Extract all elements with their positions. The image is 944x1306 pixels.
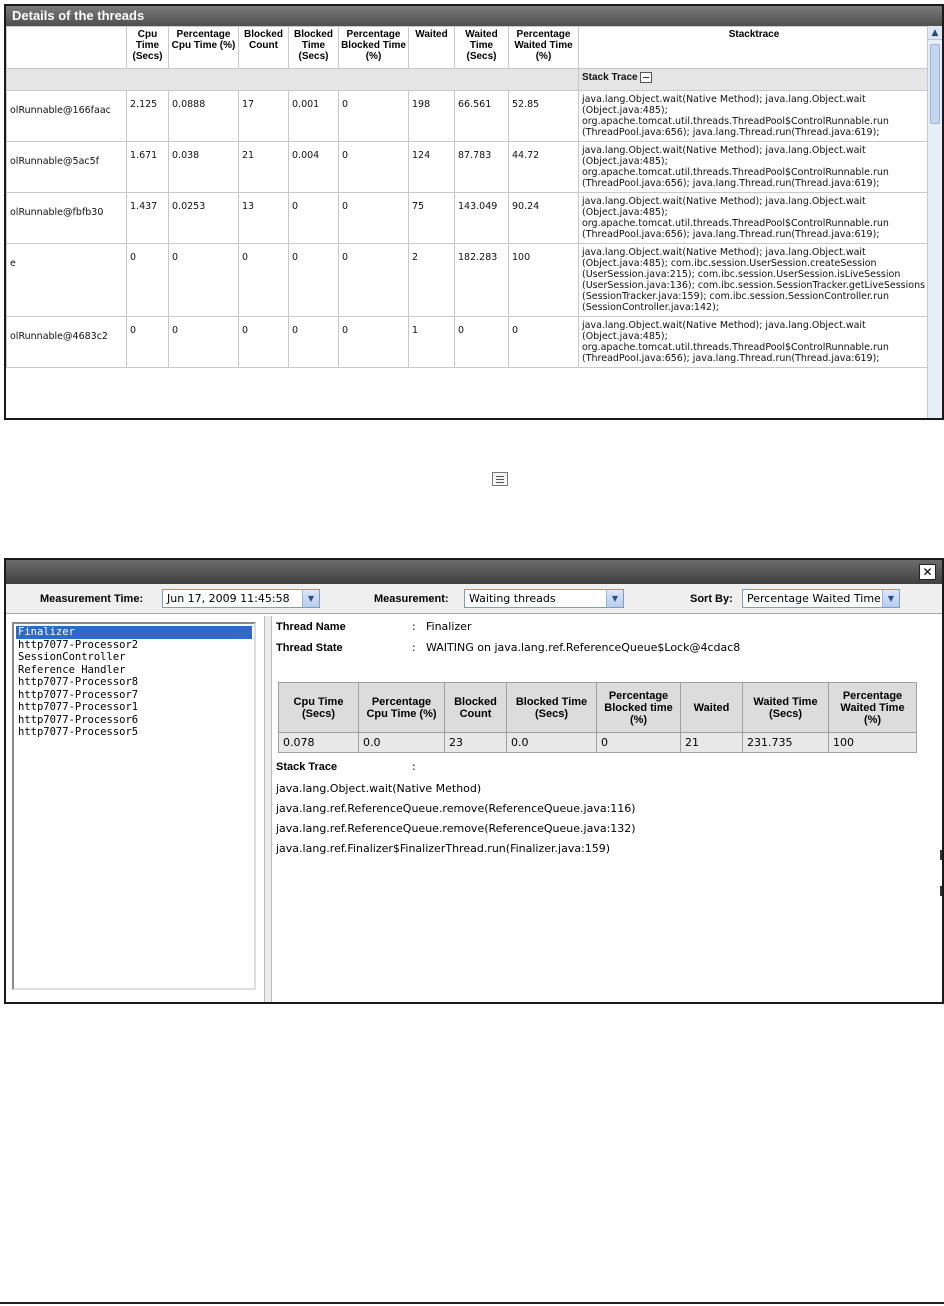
list-item[interactable]: http7077-Processor2 [18, 638, 139, 651]
list-item[interactable]: SessionController [18, 651, 126, 663]
pct-waited-cell: 0 [509, 317, 579, 368]
waited-time-cell: 66.561 [455, 91, 509, 142]
stack-trace-label: Stack Trace [582, 72, 638, 83]
edge-mark [940, 850, 942, 860]
stats-header: Blocked Time (Secs) [507, 683, 597, 733]
thread-listbox[interactable] [12, 622, 256, 990]
chevron-down-icon[interactable]: ▼ [302, 590, 319, 607]
pct-cpu-cell: 0.0253 [169, 193, 239, 244]
col-thread-name [7, 27, 127, 69]
stats-header: Blocked Count [445, 683, 507, 733]
waited-cell: 75 [409, 193, 455, 244]
blocked-count-cell: 0 [239, 244, 289, 317]
col-cpu-time[interactable]: Cpu Time (Secs) [127, 27, 169, 69]
thread-name-row: Thread Name : Finalizer [276, 620, 472, 633]
stack-trace-line: java.lang.ref.ReferenceQueue.remove(ReferenceQueue.java:116) [276, 802, 636, 815]
vertical-scrollbar[interactable] [927, 26, 942, 418]
stats-value: 0.078 [279, 733, 359, 753]
thread-name-cell: olRunnable@166faac [7, 91, 127, 142]
blocked-time-cell: 0 [289, 244, 339, 317]
close-button[interactable]: ✕ [919, 564, 936, 580]
stats-value: 0 [597, 733, 681, 753]
scroll-thumb[interactable] [930, 44, 940, 124]
stack-trace-line: java.lang.ref.Finalizer$FinalizerThread.run(Finalizer.java:159) [276, 842, 611, 855]
window-titlebar [6, 560, 942, 584]
threads-details-panel [4, 4, 944, 420]
col-blocked-time[interactable]: Blocked Time (Secs) [289, 27, 339, 69]
measurement-time-select[interactable]: Jun 17, 2009 11:45:58 ▼ [162, 589, 320, 608]
thread-name-cell: olRunnable@5ac5f [7, 142, 127, 193]
thread-name-cell: olRunnable@fbfb30 [7, 193, 127, 244]
waited-time-cell: 182.283 [455, 244, 509, 317]
col-stacktrace[interactable]: Stacktrace [579, 27, 930, 69]
list-item[interactable]: Finalizer [16, 626, 252, 639]
stats-header: Percentage Cpu Time (%) [359, 683, 445, 733]
cpu-time-cell: 1.437 [127, 193, 169, 244]
pct-cpu-cell: 0 [169, 244, 239, 317]
stats-header: Waited Time (Secs) [743, 683, 829, 733]
table-row[interactable] [7, 91, 930, 142]
page-footer-rule [0, 1302, 944, 1304]
blocked-count-cell: 13 [239, 193, 289, 244]
list-icon [492, 472, 508, 486]
waited-time-cell: 87.783 [455, 142, 509, 193]
stats-value: 21 [681, 733, 743, 753]
stack-trace-toggle-row [7, 69, 930, 91]
pct-cpu-cell: 0.038 [169, 142, 239, 193]
pct-blocked-cell: 0 [339, 244, 409, 317]
filter-toolbar [6, 584, 942, 614]
table-row[interactable] [7, 142, 930, 193]
stacktrace-cell: java.lang.Object.wait(Native Method); java.lang.Object.wait (Object.java:485); org.apache.tomcat.util.threads.ThreadPool$ControlRunnable.run (ThreadPool.java:656); java.lang.Thread.run(Thread.java:619); [579, 193, 930, 244]
stacktrace-cell: java.lang.Object.wait(Native Method); java.lang.Object.wait (Object.java:485); org.apache.tomcat.util.threads.ThreadPool$ControlRunnable.run (ThreadPool.java:656); java.lang.Thread.run(Thread.java:619); [579, 317, 930, 368]
stats-header: Percentage Blocked time (%) [597, 683, 681, 733]
edge-mark [940, 886, 942, 896]
pct-blocked-cell: 0 [339, 142, 409, 193]
waited-cell: 124 [409, 142, 455, 193]
stack-trace-row: Stack Trace : [276, 760, 416, 773]
pct-waited-cell: 90.24 [509, 193, 579, 244]
waited-time-cell: 0 [455, 317, 509, 368]
threads-table [6, 26, 930, 368]
cpu-time-cell: 0 [127, 317, 169, 368]
sort-by-label: Sort By: [690, 593, 733, 605]
table-row[interactable] [7, 244, 930, 317]
stats-value: 23 [445, 733, 507, 753]
pct-waited-cell: 100 [509, 244, 579, 317]
panel-splitter[interactable] [264, 616, 272, 1002]
blocked-time-cell: 0 [289, 317, 339, 368]
cpu-time-cell: 1.671 [127, 142, 169, 193]
collapse-toggle-icon[interactable] [640, 72, 652, 83]
blocked-time-cell: 0 [289, 193, 339, 244]
col-waited-time[interactable]: Waited Time (Secs) [455, 27, 509, 69]
col-waited[interactable]: Waited [409, 27, 455, 69]
col-pct-blocked[interactable]: Percentage Blocked Time (%) [339, 27, 409, 69]
stats-value: 231.735 [743, 733, 829, 753]
stack-trace-line: java.lang.Object.wait(Native Method) [276, 782, 482, 795]
waited-cell: 2 [409, 244, 455, 317]
measurement-label: Measurement: [374, 593, 449, 605]
blocked-count-cell: 21 [239, 142, 289, 193]
stacktrace-cell: java.lang.Object.wait(Native Method); java.lang.Object.wait (Object.java:485); com.ibc.session.UserSession.createSession (UserSession.java:215); com.ibc.session.UserSession.isLiveSession (UserSession.java:136); com.ibc.session.SessionTracker.getLiveSessions (SessionTracker.java:159); com.ibc.session.SessionController.run (SessionController.java:142); [579, 244, 930, 317]
measurement-select[interactable]: Waiting threads ▼ [464, 589, 624, 608]
sort-by-select[interactable]: Percentage Waited Time ▼ [742, 589, 900, 608]
blocked-count-cell: 0 [239, 317, 289, 368]
stats-header: Cpu Time (Secs) [279, 683, 359, 733]
thread-detail-pane [274, 616, 942, 1002]
scroll-up-icon[interactable]: ▲ [928, 26, 942, 40]
pct-cpu-cell: 0 [169, 317, 239, 368]
chevron-down-icon[interactable]: ▼ [882, 590, 899, 607]
stats-value: 0.0 [359, 733, 445, 753]
thread-state-value: WAITING on java.lang.ref.ReferenceQueue$Lock@4cdac8 [426, 641, 741, 654]
stats-value: 0.0 [507, 733, 597, 753]
pct-waited-cell: 44.72 [509, 142, 579, 193]
thread-stats-table [278, 682, 917, 753]
stats-header: Percentage Waited Time (%) [829, 683, 917, 733]
waited-cell: 198 [409, 91, 455, 142]
pct-blocked-cell: 0 [339, 317, 409, 368]
cpu-time-cell: 2.125 [127, 91, 169, 142]
blocked-count-cell: 17 [239, 91, 289, 142]
waited-time-cell: 143.049 [455, 193, 509, 244]
stacktrace-cell: java.lang.Object.wait(Native Method); java.lang.Object.wait (Object.java:485); org.apache.tomcat.util.threads.ThreadPool$ControlRunnable.run (ThreadPool.java:656); java.lang.Thread.run(Thread.java:619); [579, 91, 930, 142]
thread-name-value: Finalizer [426, 620, 472, 633]
col-blocked-count[interactable]: Blocked Count [239, 27, 289, 69]
waited-cell: 1 [409, 317, 455, 368]
chevron-down-icon[interactable]: ▼ [606, 590, 623, 607]
pct-waited-cell: 52.85 [509, 91, 579, 142]
pct-cpu-cell: 0.0888 [169, 91, 239, 142]
list-item[interactable]: http7077-Processor1 [18, 701, 139, 713]
stacktrace-cell: java.lang.Object.wait(Native Method); java.lang.Object.wait (Object.java:485); org.apache.tomcat.util.threads.ThreadPool$ControlRunnable.run (ThreadPool.java:656); java.lang.Thread.run(Thread.java:619); [579, 142, 930, 193]
table-row[interactable] [7, 193, 930, 244]
list-item[interactable]: http7077-Processor5 [18, 726, 139, 738]
stats-header: Waited [681, 683, 743, 733]
thread-name-cell: e [7, 244, 127, 317]
pct-blocked-cell: 0 [339, 193, 409, 244]
table-row[interactable] [7, 317, 930, 368]
thread-state-row: Thread State : WAITING on java.lang.ref.ReferenceQueue$Lock@4cdac8 [276, 641, 741, 654]
cpu-time-cell: 0 [127, 244, 169, 317]
list-item[interactable]: http7077-Processor7 [18, 688, 139, 701]
list-item[interactable]: Reference Handler [18, 663, 126, 676]
stats-value: 100 [829, 733, 917, 753]
thread-detail-window [4, 558, 944, 1004]
blocked-time-cell: 0.004 [289, 142, 339, 193]
measurement-time-label: Measurement Time: [40, 593, 144, 605]
col-pct-cpu[interactable]: Percentage Cpu Time (%) [169, 27, 239, 69]
pct-blocked-cell: 0 [339, 91, 409, 142]
col-pct-waited[interactable]: Percentage Waited Time (%) [509, 27, 579, 69]
list-item[interactable]: http7077-Processor8 [18, 676, 139, 688]
stack-trace-line: java.lang.ref.ReferenceQueue.remove(ReferenceQueue.java:132) [276, 822, 636, 835]
blocked-time-cell: 0.001 [289, 91, 339, 142]
list-item[interactable]: http7077-Processor6 [18, 713, 139, 726]
panel-title: Details of the threads [6, 6, 942, 26]
thread-name-cell: olRunnable@4683c2 [7, 317, 127, 368]
